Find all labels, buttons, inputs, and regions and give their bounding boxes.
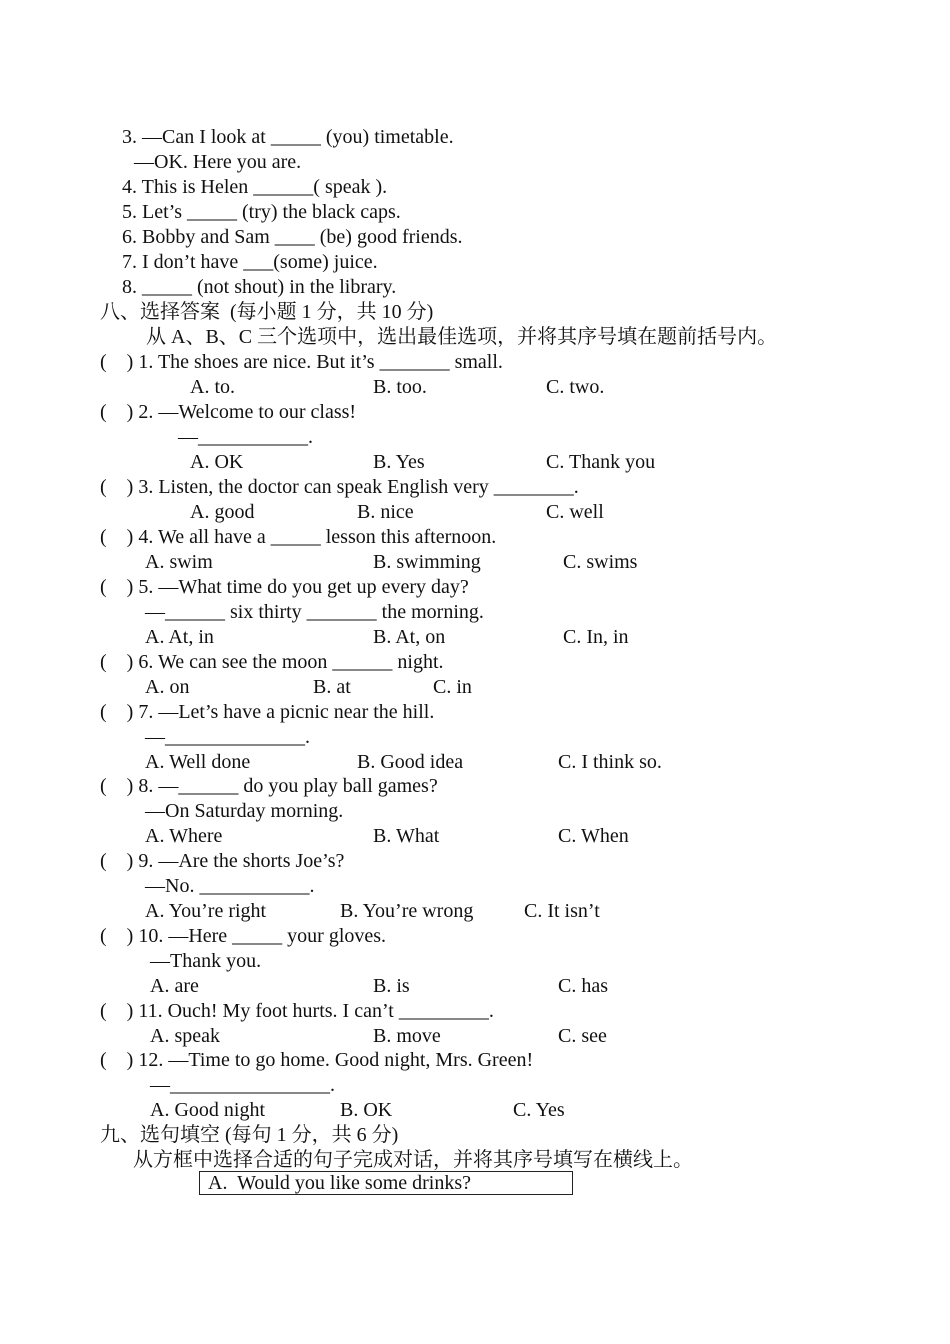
text-line: B. Good idea	[357, 751, 464, 773]
text-line: A. to.	[190, 376, 235, 398]
text-line: 6. Bobby and Sam ____ (be) good friends.	[122, 226, 463, 248]
text-line: B. Yes	[373, 451, 425, 473]
text-line: C. swims	[563, 551, 638, 573]
text-line: 八、选择答案 (每小题 1 分，共 10 分)	[100, 301, 434, 323]
text-line: B. swimming	[373, 551, 481, 573]
option-a: A. Would you like some drinks?	[208, 1172, 471, 1194]
text-line: C. When	[558, 825, 629, 847]
text-line: ( ) 5. —What time do you get up every day?	[100, 576, 469, 598]
text-line: ( ) 9. —Are the shorts Joe’s?	[100, 850, 345, 872]
text-line: A. on	[145, 676, 190, 698]
text-line: ( ) 8. —______ do you play ball games?	[100, 775, 438, 797]
text-line: A. good	[190, 501, 255, 523]
text-line: —No. ___________.	[145, 875, 315, 897]
sentence-options-box	[199, 1171, 573, 1195]
text-line: B. at	[313, 676, 351, 698]
text-line: 从 A、B、C 三个选项中，选出最佳选项，并将其序号填在题前括号内。	[146, 326, 778, 348]
text-line: ( ) 6. We can see the moon ______ night.	[100, 651, 444, 673]
text-line: —______________.	[145, 726, 310, 748]
text-line: 3. —Can I look at _____ (you) timetable.	[122, 126, 454, 148]
text-line: ( ) 3. Listen, the doctor can speak English very ________.	[100, 476, 579, 498]
text-line: ( ) 12. —Time to go home. Good night, Mrs. Green!	[100, 1049, 534, 1071]
text-line: B. nice	[357, 501, 414, 523]
text-line: ( ) 4. We all have a _____ lesson this afternoon.	[100, 526, 497, 548]
text-line: ( ) 7. —Let’s have a picnic near the hill.	[100, 701, 435, 723]
text-line: C. has	[558, 975, 608, 997]
text-line: B. You’re wrong	[340, 900, 474, 922]
text-line: A. You’re right	[145, 900, 267, 922]
text-line: ( ) 1. The shoes are nice. But it’s _______ small.	[100, 351, 503, 373]
text-line: ( ) 11. Ouch! My foot hurts. I can’t _________.	[100, 1000, 494, 1022]
text-line: A. are	[150, 975, 199, 997]
text-line: 九、选句填空 (每句 1 分，共 6 分)	[100, 1124, 399, 1146]
text-line: C. Yes	[513, 1099, 565, 1121]
text-line: C. two.	[546, 376, 605, 398]
text-line: —OK. Here you are.	[134, 151, 302, 173]
text-line: —___________.	[178, 426, 313, 448]
text-line: 5. Let’s _____ (try) the black caps.	[122, 201, 401, 223]
text-line: 8. _____ (not shout) in the library.	[122, 276, 397, 298]
text-line: —______ six thirty _______ the morning.	[145, 601, 484, 623]
text-line: A. At, in	[145, 626, 214, 648]
text-line: B. is	[373, 975, 410, 997]
text-line: C. in	[433, 676, 472, 698]
text-line: A. OK	[190, 451, 244, 473]
text-line: 从方框中选择合适的句子完成对话，并将其序号填写在横线上。	[133, 1149, 693, 1171]
text-line: B. What	[373, 825, 440, 847]
text-line: C. In, in	[563, 626, 629, 648]
text-line: ( ) 2. —Welcome to our class!	[100, 401, 357, 423]
text-line: A. speak	[150, 1025, 220, 1047]
text-line: B. At, on	[373, 626, 446, 648]
text-line: A. Good night	[150, 1099, 265, 1121]
text-line: C. It isn’t	[524, 900, 600, 922]
text-line: A. swim	[145, 551, 213, 573]
text-line: ( ) 10. —Here _____ your gloves.	[100, 925, 387, 947]
text-line: C. well	[546, 501, 604, 523]
text-line: A. Well done	[145, 751, 251, 773]
text-line: C. Thank you	[546, 451, 656, 473]
text-line: —Thank you.	[150, 950, 262, 972]
text-line: —On Saturday morning.	[145, 800, 344, 822]
text-line: —________________.	[150, 1074, 335, 1096]
text-line: B. move	[373, 1025, 441, 1047]
text-line: B. too.	[373, 376, 427, 398]
text-line: C. I think so.	[558, 751, 662, 773]
text-line: B. OK	[340, 1099, 393, 1121]
text-line: C. see	[558, 1025, 607, 1047]
text-line: A. Where	[145, 825, 223, 847]
text-line: 4. This is Helen ______( speak ).	[122, 176, 388, 198]
text-line: 7. I don’t have ___(some) juice.	[122, 251, 378, 273]
